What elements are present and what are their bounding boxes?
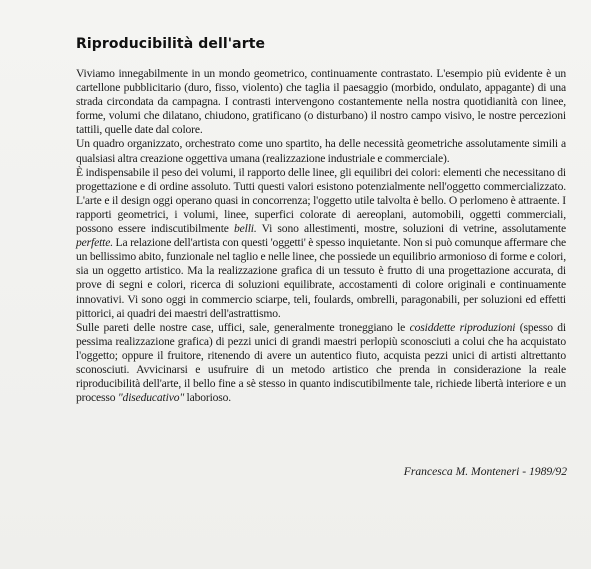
text-run: Sulle pareti delle nostre case, uffici, sale, generalmente troneggiano le	[76, 320, 410, 334]
italic-run: cosiddette riproduzioni	[409, 320, 516, 334]
paragraph	[76, 166, 566, 321]
paragraph	[76, 137, 566, 165]
text-run: La relazione dell'artista con questi 'oggetti' è spesso inquietante. Non si può comunque affermare che un bellissimo abito, funzionale nel taglio e nelle linee, che possiede un equilibrio armonioso di forme e colori, sia un oggetto artistico. Ma la realizzazione grafica di un tessuto è frutto di una progettazione accurata, di prove di segni e colori, ricerca di soluzioni equilibrate, accostamenti di colore originali e continuamente innovativi. Vi sono oggi in commercio sciarpe, teli, foulards, ombrelli, paragonabili, per soluzioni ed effetti pittorici, ai quadri dei maestri dell'astrattismo.	[76, 236, 566, 320]
document-title: Riproducibilità dell'arte	[76, 36, 266, 52]
text-run: Viviamo innegabilmente in un mondo geometrico, continuamente contrastato. L'esempio più evidente è un cartellone pubblicitario (duro, fisso, violento) che taglia il paesaggio (morbido, ondulato, appagante) di una strada circondata da campagna. I contrasti intervengono costantemente nella nostra quotidianità con linee, forme, volumi che dilatano, chiudono, gratificano (o disturbano) il nostro campo visivo, le nostre percezioni tattili, quelle date dal colore.	[76, 67, 566, 137]
text-run: Vi sono allestimenti, mostre, soluzioni di vetrine, assolutamente	[256, 222, 566, 236]
text-run: È indispensabile il peso dei volumi, il rapporto delle linee, gli equilibri dei colori: elementi che necessitano di progettazione e di ordine assoluto. Tutti questi valori esistono potenzialmente nell'oggetto commercializzato. L'arte e il design oggi operano quasi in concorrenza; l'oggetto utile talvolta è bello. O perlomeno è attraente. I rapporti geometrici, i volumi, linee, superfici colorate di aereoplani, automobili, oggetti commerciali, possono essere indiscutibilmente	[76, 165, 566, 236]
document-body	[76, 67, 566, 405]
author-signature: Francesca M. Monteneri - 1989/92	[403, 465, 567, 478]
paragraph	[76, 67, 566, 137]
text-run: laborioso.	[184, 391, 232, 405]
italic-run: perfette.	[76, 236, 113, 250]
paragraph	[76, 321, 566, 406]
italic-run: "diseducativo"	[117, 391, 185, 405]
italic-run: belli.	[234, 222, 257, 236]
text-run: Un quadro organizzato, orchestrato come uno spartito, ha delle necessità geometriche assolutamente simili a qualsiasi altra creazione oggettiva umana (realizzazione industriale e commerciale).	[76, 137, 566, 165]
text-run: (spesso di pessima realizzazione grafica) di pezzi unici di grandi maestri perlopiù sconosciuti a colui che ha acquistato l'oggetto; oppure il fruitore, ritenendo di avere un autentico fiuto, acquista pezzi unici di artisti altrettanto sconosciuti. Avvicinarsi e usufruire di un metodo artistico che prenda in considerazione la reale riproducibilità dell'arte, il bello fine a sè stesso in quanto indiscutibilmente tale, richiede libertà interiore e un processo	[76, 320, 567, 405]
